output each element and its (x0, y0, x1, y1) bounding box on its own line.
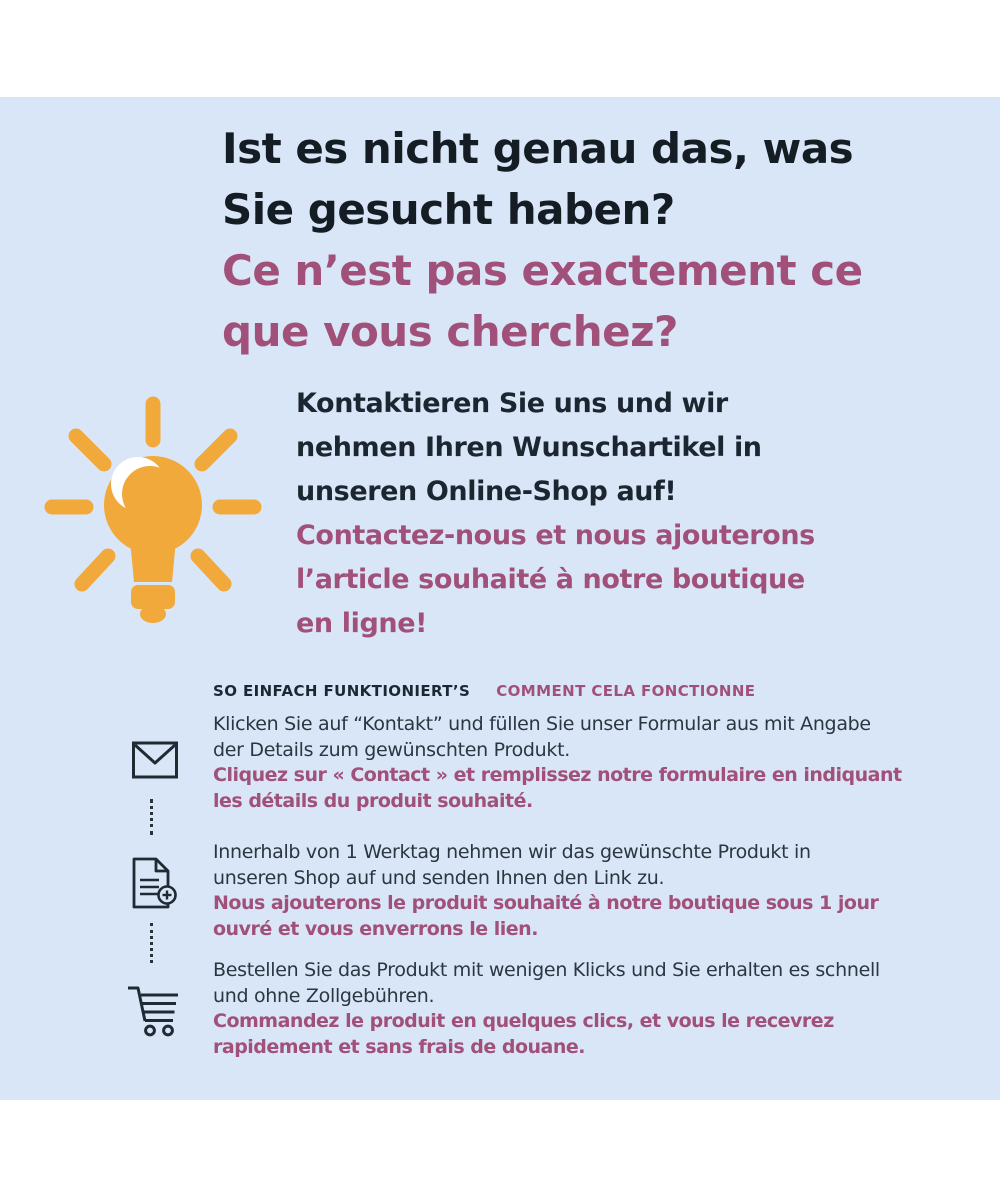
intro-text (296, 382, 815, 646)
how-it-works-title-fr: COMMENT CELA FONCTIONNE (496, 682, 756, 700)
lightbulb-icon (42, 392, 287, 634)
step-3-de-line1: Bestellen Sie das Produkt mit wenigen Klicks und Sie erhalten es schnell (213, 959, 880, 981)
headline (222, 118, 863, 362)
step-1-de-line1: Klicken Sie auf “Kontakt” und füllen Sie unser Formular aus mit Angabe (213, 713, 871, 735)
step-1-fr-line1: Cliquez sur « Contact » et remplissez notre formulaire en indiquant (213, 764, 902, 786)
headline-fr-line2: que vous cherchez? (222, 307, 678, 356)
step-1 (213, 712, 953, 814)
document-add-icon (127, 856, 179, 916)
intro-fr-line1: Contactez-nous et nous ajouterons (296, 520, 815, 551)
intro-de-line2: nehmen Ihren Wunschartikel in (296, 432, 762, 463)
intro-de-line3: unseren Online-Shop auf! (296, 476, 677, 507)
intro-de-line1: Kontaktieren Sie uns und wir (296, 388, 728, 419)
step-2-de-line1: Innerhalb von 1 Werktag nehmen wir das gewünschte Produkt in (213, 841, 811, 863)
how-it-works-title-de: SO EINFACH FUNKTIONIERT’S (213, 682, 471, 700)
step-2-fr-line1: Nous ajouterons le produit souhaité à notre boutique sous 1 jour (213, 892, 879, 914)
step-1-fr-line2: les détails du produit souhaité. (213, 789, 533, 812)
step-2-de-line2: unseren Shop auf und senden Ihnen den Link zu. (213, 866, 665, 889)
dotted-connector-2 (150, 923, 153, 963)
step-3-fr-line1: Commandez le produit en quelques clics, et vous le recevrez (213, 1010, 834, 1032)
step-2-fr-line2: ouvré et vous enverrons le lien. (213, 917, 538, 940)
step-2 (213, 840, 953, 942)
how-it-works-header (213, 682, 755, 700)
headline-de-line2: Sie gesucht haben? (222, 185, 675, 234)
shopping-cart-icon (124, 980, 182, 1042)
step-1-de-line2: der Details zum gewünschten Produkt. (213, 738, 570, 761)
envelope-icon (131, 740, 179, 784)
step-3-fr-line2: rapidement et sans frais de douane. (213, 1035, 585, 1058)
dotted-connector-1 (150, 799, 153, 835)
intro-fr-line3: en ligne! (296, 608, 428, 639)
step-3-de-line2: und ohne Zollgebühren. (213, 984, 435, 1007)
headline-de-line1: Ist es nicht genau das, was (222, 124, 854, 173)
step-3 (213, 958, 953, 1060)
headline-fr-line1: Ce n’est pas exactement ce (222, 246, 863, 295)
intro-fr-line2: l’article souhaité à notre boutique (296, 564, 805, 595)
